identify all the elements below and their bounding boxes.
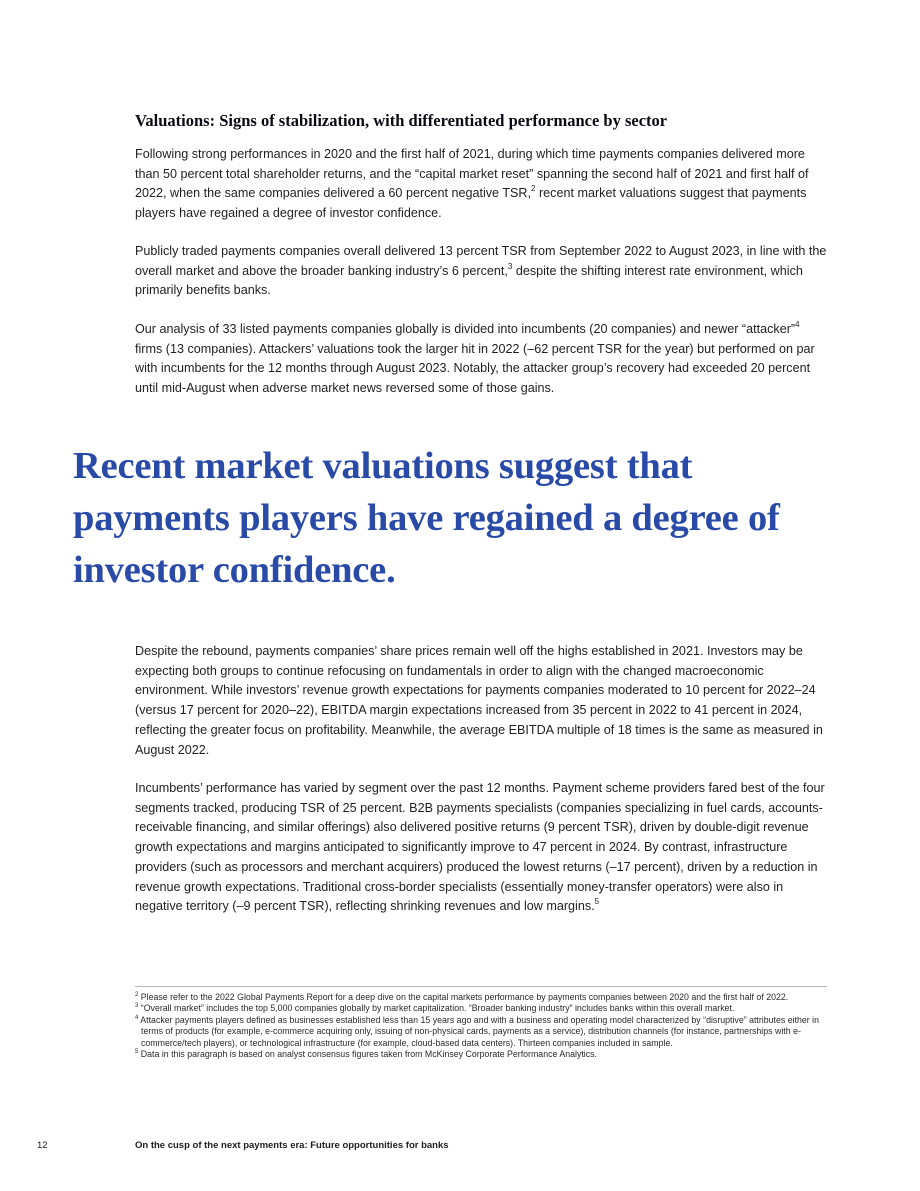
footnote-ref[interactable]: 4 [795,319,800,329]
body-paragraph-5 [135,779,827,917]
footnotes [135,992,827,1060]
footnote-item [135,1015,827,1049]
footnote-item [135,992,827,1003]
running-title: On the cusp of the next payments era: Future opportunities for banks [135,1140,449,1151]
footnote-item [135,1049,827,1060]
footnote-number: 4 [135,1014,139,1021]
footnote-ref[interactable]: 3 [507,261,513,271]
paragraph-text: Despite the rebound, payments companies’ share prices remain well off the highs established in 2021. Investors may be expecting both groups to continue refocusing on fundamentals in order to align with the changed macroeconomic environment. While investors’ revenue growth expectations for payments companies moderated to 10 percent for 2022–24 (versus 17 percent for 2020–22), EBITDA margin expectations increased from 35 percent in 2022 to 41 percent in 2024, reflecting the greater focus on profitability. Meanwhile, the average EBITDA multiple of 18 times is the same as measured in August 2022. [135,644,823,757]
footnote-number: 3 [135,1003,139,1010]
footnote-text: Data in this paragraph is based on analyst consensus figures taken from McKinsey Corporate Performance Analytics. [138,1049,597,1060]
paragraph-text: firms (13 companies). Attackers’ valuations took the larger hit in 2022 (–62 percent TSR for the year) but performed on par with incumbents for the 12 months through August 2023. Notably, the attacker group’s recovery had exceeded 20 percent until mid-August when adverse market news reversed some of those gains. [135,341,815,396]
body-paragraph-1 [135,145,827,224]
paragraph-text: Our analysis of 33 listed payments companies globally is divided into incumbents (20 companies) and newer “attacker” [135,322,796,336]
paragraph-text: Publicly traded payments companies overall delivered 13 percent TSR from September 2022 to August 2023, in line with the overall market and above the broader banking industry’s 6 percent, [135,244,827,278]
section-heading: Valuations: Signs of stabilization, with differentiated performance by sector [135,111,668,130]
paragraph-text: recent market valuations suggest that payments players have regained a degree of investor confidence. [135,186,807,221]
paragraph-text: Incumbents’ performance has varied by segment over the past 12 months. Payment scheme providers fared best of the four segments tracked, producing TSR of 25 percent. B2B payments specialists (companies specializing in fuel cards, accounts-receivable financing, and similar offerings) also delivered positive returns (9 percent TSR), driven by double-digit revenue growth expectations and margins anticipated to significantly improve to 47 percent in 2024. By contrast, infrastructure providers (such as processors and merchant acquirers) produced the lowest returns (–17 percent), driven by a reduction in revenue growth expectations. Traditional cross-border specialists (essentially money-transfer operators) were also in negative territory (–9 percent TSR), reflecting shrinking revenues and low margins. [135,781,825,914]
body-paragraph-3 [135,320,827,399]
footnote-text: “Overall market” includes the top 5,000 companies globally by market capitalization. “Broader banking industry” includes banks within this overall market. [138,1003,735,1014]
footnote-ref[interactable]: 5 [594,897,600,907]
footnote-divider [135,986,827,987]
paragraph-text: Following strong performances in 2020 and the first half of 2021, during which time payments companies delivered more than 50 percent total shareholder returns, and the “capital market reset” spanning the second half of 2021 and first half of 2022, when the same companies delivered a 60 percent negative TSR, [135,147,809,201]
paragraph-text: despite the shifting interest rate environment, which primarily benefits banks. [135,263,803,298]
body-paragraph-4 [135,642,827,760]
footnote-number: 2 [135,992,139,999]
body-paragraph-2 [135,242,827,301]
pull-quote: Recent market valuations suggest that payments players have regained a degree of investor confidence. [73,445,780,591]
footnote-text: Please refer to the 2022 Global Payments Report for a deep dive on the capital markets performance by payments companies between 2020 and the first half of 2022. [138,992,789,1002]
footnote-number: 5 [135,1049,139,1056]
footnote-text: Attacker payments players defined as businesses established less than 15 years ago and with a business and operating model characterized by “disruptive” attributes either in terms of products (for example, e-commerce acquiring only, issuing of non-physical cards, payments as a service), distribution channels (for instance, partnerships with e-commerce/tech players), or technological infrastructure (for example, cloud-based data centers). Thirteen companies included in sample. [138,1014,820,1048]
page-number: 12 [37,1140,48,1151]
footnote-ref[interactable]: 2 [531,184,536,194]
footnote-item [135,1003,827,1014]
